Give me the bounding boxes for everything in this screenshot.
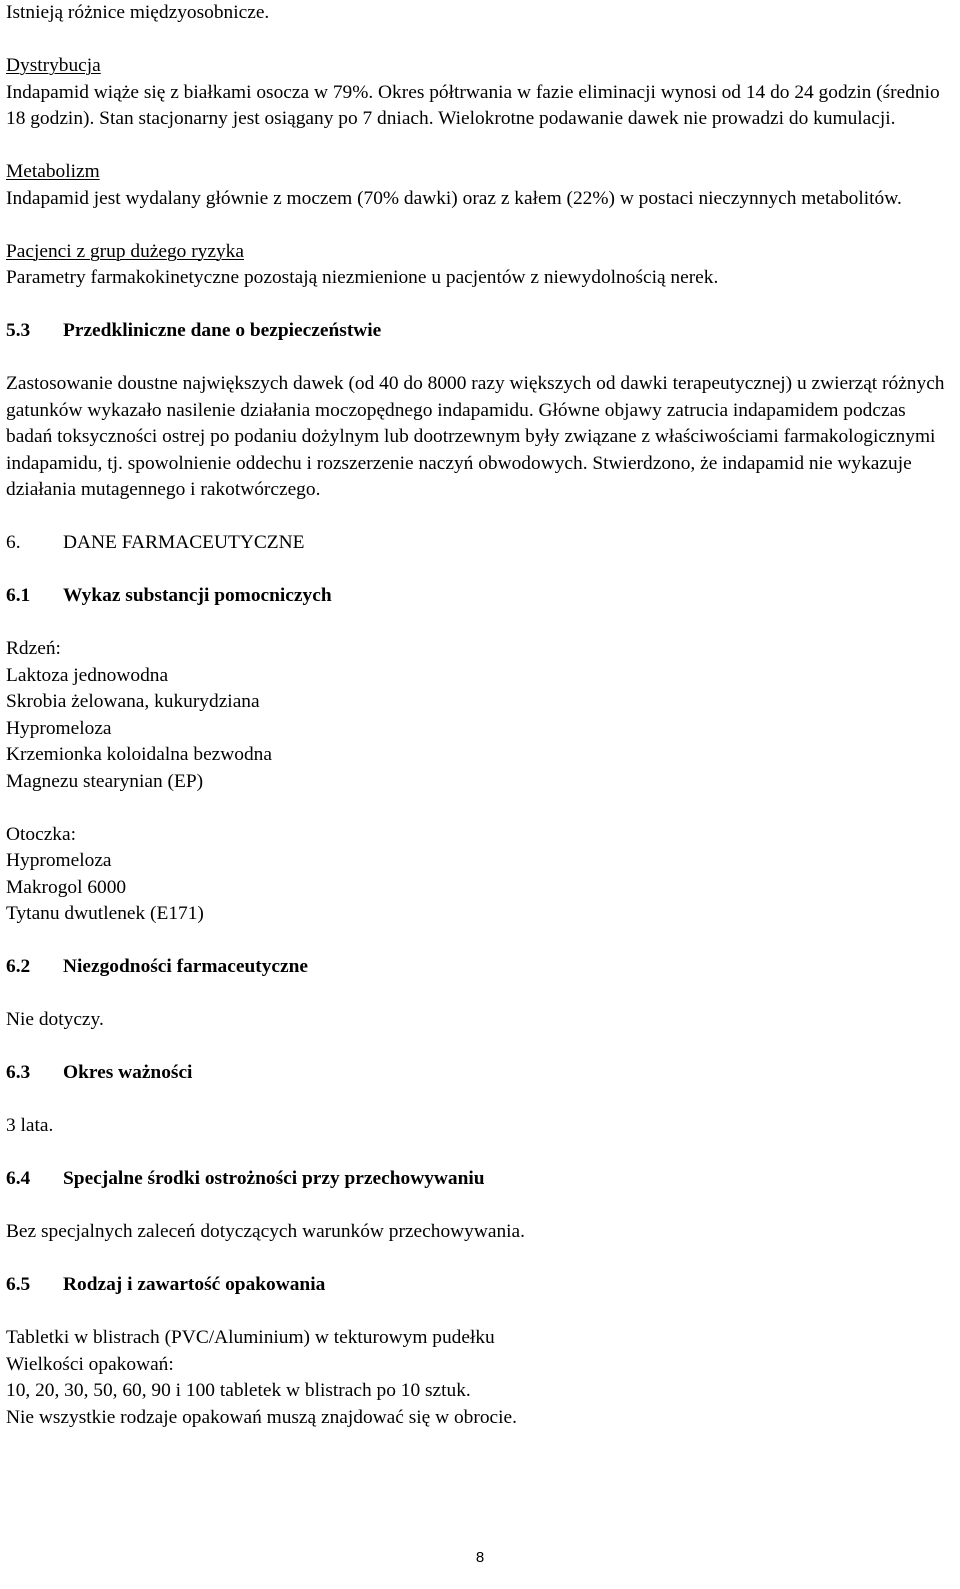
spacer (6, 27, 950, 54)
section-title: DANE FARMACEUTYCZNE (63, 532, 305, 553)
page-number: 8 (475, 1549, 485, 1566)
section-title: Specjalne środki ostrożności przy przechowywaniu (63, 1168, 485, 1189)
coating-item: Makrogol 6000 (6, 876, 127, 898)
packaging-line: Tabletki w blistrach (PVC/Aluminium) w tekturowym pudełku (6, 1327, 495, 1348)
spacer (6, 292, 950, 319)
section-title: Okres ważności (63, 1062, 193, 1083)
spacer (6, 1087, 950, 1114)
core-item: Skrobia żelowana, kukurydziana (6, 691, 260, 712)
section-title: Rodzaj i zawartość opakowania (63, 1274, 326, 1295)
section-number: 6.4 (6, 1168, 31, 1189)
section-5-3-text: Zastosowanie doustne największych dawek (od 40 do 8000 razy większych od dawki terapeutycznej) u zwierząt różnych gatunków wykazało nasilenie działania moczopędnego indapamidu. Główne objawy zatrucia indapamidem podczas badań toksyczności ostrej po podaniu dożylnym lub dootrzewnym były związane z właściwościami farmakologicznymi indapamidu, tj. spowolnienie oddechu i rozszerzenie naczyń obwodowych. Stwierdzono, że indapamid nie wykazuje działania mutagennego i rakotwórczego. (6, 373, 945, 500)
spacer (6, 795, 950, 822)
section-number: 5.3 (6, 320, 31, 341)
spacer (6, 981, 950, 1008)
distribution-text: Indapamid wiąże się z białkami osocza w 79%. Okres półtrwania w fazie eliminacji wynosi od 14 do 24 godzin (średnio 18 godzin). Stan stacjonarny jest osiągany po 7 dniach. Wielokrotne podawanie dawek nie prowadzi do kumulacji. (6, 81, 940, 129)
section-6-3-text: 3 lata. (6, 1115, 54, 1136)
spacer (6, 1193, 950, 1220)
coating-item: Tytanu dwutlenek (E171) (6, 903, 204, 924)
distribution-heading: Dystrybucja (6, 55, 101, 76)
section-6-heading (6, 530, 950, 557)
spacer (6, 1140, 950, 1167)
section-5-3-heading (6, 318, 950, 345)
section-6-2-heading (6, 954, 950, 981)
section-6-4-text: Bez specjalnych zaleceń dotyczących warunków przechowywania. (6, 1221, 525, 1242)
section-title: Przedkliniczne dane o bezpieczeństwie (63, 320, 382, 341)
intro-text: Istnieją różnice międzyosobnicze. (6, 2, 270, 23)
section-number: 6. (6, 532, 21, 553)
section-6-4-heading (6, 1166, 950, 1193)
section-number: 6.3 (6, 1062, 31, 1083)
coating-item: Hypromeloza (6, 850, 112, 871)
spacer (6, 133, 950, 160)
high-risk-text: Parametry farmakokinetyczne pozostają niezmienione u pacjentów z niewydolnością nerek. (6, 267, 719, 288)
core-item: Krzemionka koloidalna bezwodna (6, 744, 272, 765)
spacer (6, 504, 950, 531)
section-6-2-text: Nie dotyczy. (6, 1009, 104, 1030)
section-number: 6.5 (6, 1274, 31, 1295)
spacer (6, 1246, 950, 1273)
packaging-line: Wielkości opakowań: (6, 1353, 174, 1375)
spacer (6, 610, 950, 637)
spacer (6, 928, 950, 955)
core-item: Magnezu stearynian (EP) (6, 770, 204, 792)
packaging-line: 10, 20, 30, 50, 60, 90 i 100 tabletek w blistrach po 10 sztuk. (6, 1380, 471, 1401)
spacer (6, 557, 950, 584)
core-label: Rdzeń: (6, 638, 61, 659)
spacer (6, 1034, 950, 1061)
metabolism-heading: Metabolizm (6, 161, 100, 182)
section-number: 6.2 (6, 956, 31, 977)
spacer (6, 1299, 950, 1326)
coating-label: Otoczka: (6, 823, 76, 845)
packaging-line: Nie wszystkie rodzaje opakowań muszą znajdować się w obrocie. (6, 1406, 517, 1428)
section-title: Niezgodności farmaceutyczne (63, 956, 309, 977)
metabolism-text: Indapamid jest wydalany głównie z moczem (70% dawki) oraz z kałem (22%) w postaci nieczynnych metabolitów. (6, 187, 902, 209)
core-item: Hypromeloza (6, 717, 112, 739)
section-6-1-heading (6, 583, 950, 610)
spacer (6, 345, 950, 372)
document-page (6, 0, 950, 1431)
core-item: Laktoza jednowodna (6, 664, 169, 686)
section-title: Wykaz substancji pomocniczych (63, 585, 332, 606)
high-risk-heading: Pacjenci z grup dużego ryzyka (6, 240, 244, 262)
section-6-3-heading (6, 1060, 950, 1087)
section-6-5-heading (6, 1272, 950, 1299)
section-number: 6.1 (6, 585, 31, 606)
spacer (6, 212, 950, 239)
